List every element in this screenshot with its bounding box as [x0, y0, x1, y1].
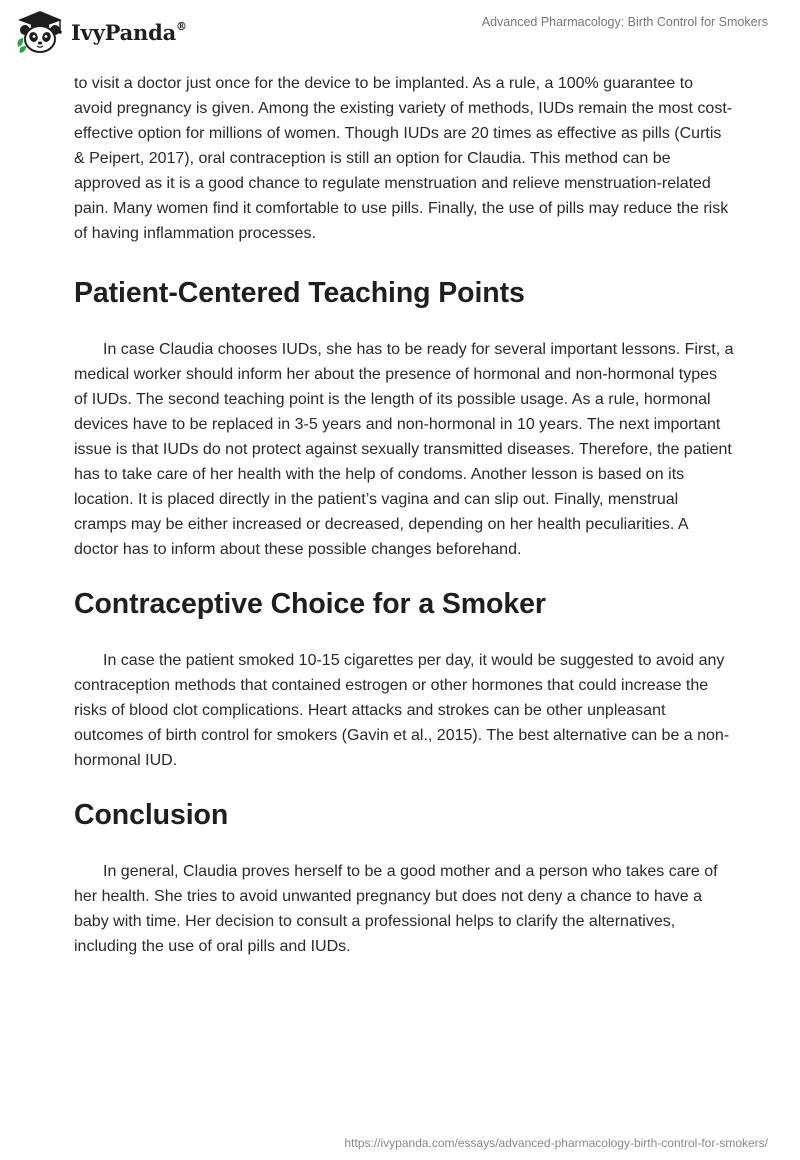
panda-graduate-icon — [14, 9, 66, 55]
section-heading-teaching-points: Patient-Centered Teaching Points — [74, 277, 525, 309]
section-paragraph-smoker-choice: In case the patient smoked 10-15 cigarettes per day, it would be suggested to avoid any contraception methods that contained estrogen or other hormones that could increase the risks of blood clot complications. Heart attacks and strokes can be other unpleasant outcomes of birth control for smokers (Gavin et al., 2015). The best alternative can be a non-hormonal IUD. — [74, 652, 730, 769]
page-header — [0, 0, 800, 64]
essay-body — [74, 71, 734, 959]
section-heading-conclusion: Conclusion — [74, 799, 229, 831]
running-title: Advanced Pharmacology: Birth Control for Smokers — [481, 15, 768, 29]
section-paragraph-teaching-points: In case Claudia chooses IUDs, she has to be ready for several important lessons. First, a medical worker should inform her about the presence of hormonal and non-hormonal types of IUDs. The second teaching point is the length of its possible usage. As a rule, hormonal devices have to be replaced in 3-5 years and non-hormonal in 10 years. The next important issue is that IUDs do not protect against sexually transmitted diseases. Therefore, the patient has to take care of her health with the help of condoms. Another lesson is based on its location. It is placed directly in the patient’s vagina and can slip out. Finally, menstrual cramps may be either increased or decreased, depending on her health peculiarities. A doctor has to inform about these possible changes beforehand. — [74, 341, 734, 558]
ivypanda-logo[interactable] — [14, 8, 187, 56]
section-heading-smoker-choice: Contraceptive Choice for a Smoker — [74, 588, 546, 620]
source-url-link[interactable]: https://ivypanda.com/essays/advanced-pharmacology-birth-control-for-smokers/ — [344, 1136, 768, 1150]
section-paragraph-conclusion: In general, Claudia proves herself to be a good mother and a person who takes care of her health. She tries to avoid unwanted pregnancy but does not deny a chance to have a baby with time. Her decision to consult a professional helps to clarify the alternatives, including the use of oral pills and IUDs. — [74, 863, 718, 955]
brand-name: IvyPanda® — [71, 19, 187, 45]
intro-paragraph: to visit a doctor just once for the device to be implanted. As a rule, a 100% guarantee to avoid pregnancy is given. Among the existing variety of methods, IUDs remain the most cost-effective option for millions of women. Though IUDs are 20 times as effective as pills (Curtis & Peipert, 2017), oral contraception is still an option for Claudia. This method can be approved as it is a good chance to regulate menstruation and relieve menstruation-related pain. Many women find it comfortable to use pills. Finally, the use of pills may reduce the risk of having inflammation processes. — [74, 75, 733, 242]
